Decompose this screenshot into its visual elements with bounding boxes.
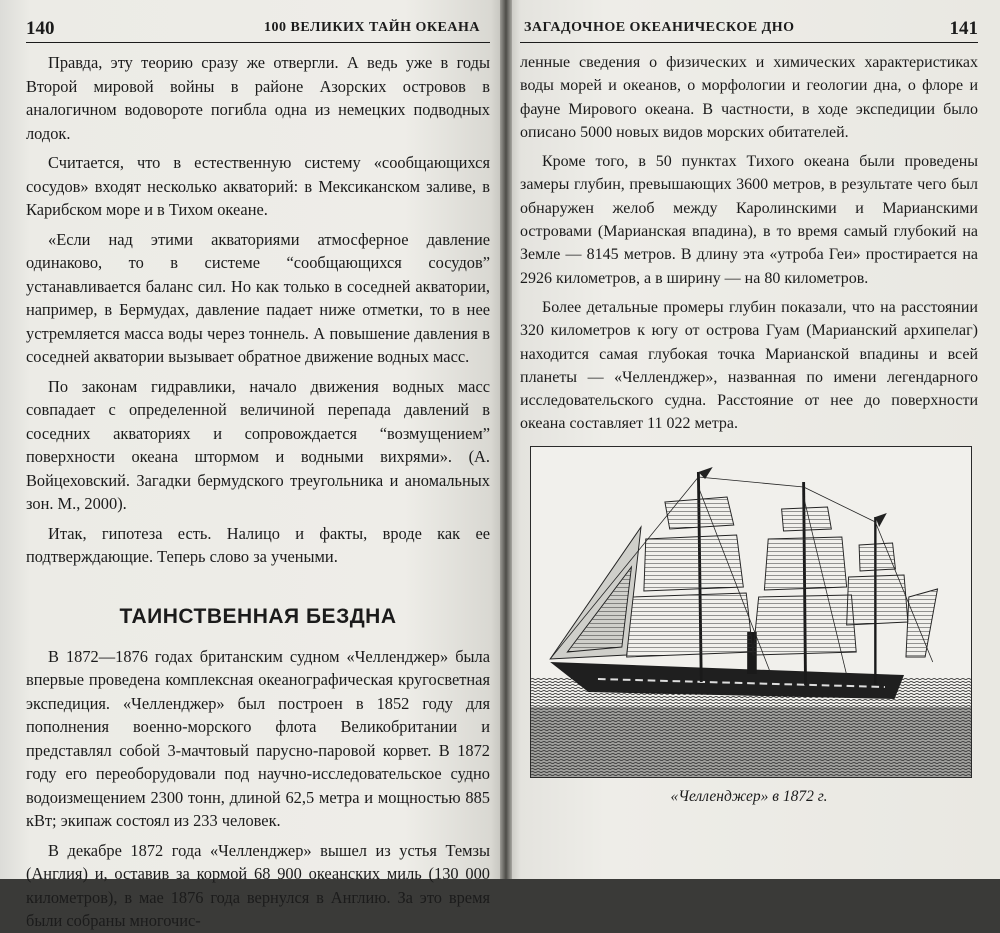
- figure-caption: «Челленджер» в 1872 г.: [670, 787, 828, 805]
- section-heading: ТАИНСТВЕННАЯ БЕЗДНА: [119, 604, 397, 628]
- paragraph: Правда, эту теорию сразу же отвергли. А ведь уже в годы Второй мировой войны в районе Азорских островов в аналогичном водовороте погибла одна из немецких подводных лодок.: [26, 53, 490, 143]
- running-title: 100 ВЕЛИКИХ ТАЙН ОКЕАНА: [264, 20, 480, 35]
- paragraph: По законам гидравлики, начало движения водных масс совпадает с определенной величиной перепада давлений в соседних акваториях и сопровождается “возмущением” поверхности океана штормом и водными вихрями». (А. Войцеховский. Загадки бермудского треугольника и аномальных зон. М., 2000).: [26, 376, 490, 513]
- right-page: [506, 0, 1000, 879]
- paragraph: Итак, гипотеза есть. Налицо и факты, вроде как ее подтверждающие. Теперь слово за учеными.: [26, 523, 490, 566]
- paragraph: В декабре 1872 года «Челленджер» вышел из устья Темзы (Англия) и, оставив за кормой 68 900 океанских миль (130 000 километров), в мае 1876 года вернулся в Англию. За это время были собраны многочис-: [26, 840, 490, 930]
- paragraph: Считается, что в естественную систему «сообщающихся сосудов» входят несколько акваторий: в Мексиканском заливе, в Карибском море и в Тихом океане.: [26, 153, 490, 219]
- paragraph: Более детальные промеры глубин показали, что на расстоянии 320 километров к югу от острова Гуам (Марианский архипелаг) находится самая глубокая точка Марианской впадины и всей планеты — «Челленджер», названная по имени легендарного исследовательского судна. Расстояние от нее до поверхности океана составляет 11 022 метра.: [520, 298, 978, 433]
- paragraph: В 1872—1876 годах британским судном «Челленджер» была впервые проведена комплексная океанографическая кругосветная экспедиция. «Челленджер» был построен в 1852 году для пополнения военно-морского флота Великобритании и представлял собой 3-мачтовый парусно-паровой корвет. В 1872 году его переоборудовали под научно-исследовательское судно водоизмещением 2300 тонн, длиной 62,5 метра и мощностью 885 кВт; экипаж состоял из 233 человек.: [26, 646, 490, 830]
- book-gutter: [500, 0, 512, 879]
- sailing-ship-engraving: [531, 447, 971, 777]
- page-header: [520, 12, 978, 43]
- page-body: [26, 43, 490, 933]
- running-title: ЗАГАДОЧНОЕ ОКЕАНИЧЕСКОЕ ДНО: [524, 20, 795, 35]
- page-header: [26, 12, 490, 43]
- ship-illustration: [530, 446, 972, 778]
- paragraph: «Если над этими акваториями атмосферное давление одинаково, то в системе “сообщающихся сосудов” устанавливается баланс сил. Но как только в соседней акватории, например, в Бермудах, давление падает ниже отметки, то в нее устремляется масса воды через тоннель. А повышение давления в соседней акватории вызывает обратное движение водных масс.: [26, 229, 490, 366]
- paragraph: ленные сведения о физических и химических характеристиках воды морей и океанов, о морфологии и геологии дна, о флоре и фауне Мирового океана. В частности, в ходе экспедиции было описано 5000 новых видов морских обитателей.: [520, 54, 978, 141]
- page-body: [520, 43, 978, 436]
- paragraph: Кроме того, в 50 пунктах Тихого океана были проведены замеры глубин, превышающих 3600 метров, в результате чего был обнаружен желоб между Каролинскими и Марианскими островами (Марианская впадина), в то время самый глубокий на Земле — 8145 метров. В длину эта «утроба Геи» простирается на 2926 километров, а в ширину — на 80 километров.: [520, 153, 978, 287]
- page-number: 140: [26, 18, 55, 39]
- page-number: 141: [949, 18, 978, 39]
